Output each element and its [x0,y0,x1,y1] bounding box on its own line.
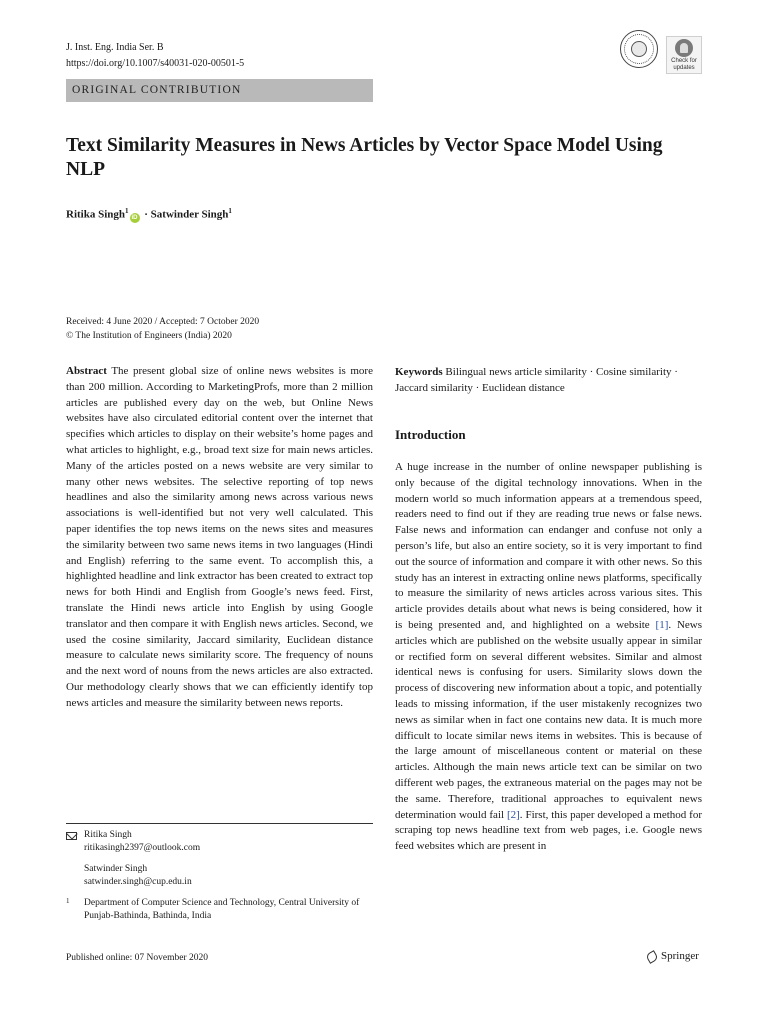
orcid-icon[interactable]: iD [131,214,138,221]
abstract-label: Abstract [66,365,107,377]
journal-info [66,40,244,72]
correspondence-block [66,823,373,922]
paper-title: Text Similarity Measures in News Articles by Vector Space Model Using NLP [66,135,663,180]
second-author-name: Satwinder Singh [84,864,148,874]
publisher-logo [646,950,699,962]
citation-link[interactable]: [2] [506,808,520,821]
intro-paragraph-part: . First, this paper developed a method for scraping top news headline text from web pages, i.e. Google news feed websites which are present in [395,808,703,853]
author-name: Satwinder Singh [150,208,229,221]
received-accepted-dates: Received: 4 June 2020 / Accepted: 7 October 2020 [66,317,260,327]
institution-seal-icon [620,30,658,68]
bookmark-icon [675,39,693,57]
check-updates-label: Check for updates [671,58,697,71]
journal-name: J. Inst. Eng. India Ser. B [66,42,164,53]
copyright-notice: © The Institution of Engineers (India) 2020 [66,331,232,341]
abstract-text: The present global size of online news websites is more than 200 million. According to MarketingProfs, more than 2 million articles are published every day on the web, but Online News websites have also circulated editorial content over the internet that specifies which articles to display on their website’s home pages and what articles to highlight, e.g., broad text size for main news articles. Many of the articles posted on a news website are very similar to many other news websites. The selective reporting of top news headlines and also the similarity among news across various news associations is well-identified but not very well calculated. This paper identifies the top news items on the news sites and measures the similarity between two same news items in two languages (Hindi and English) referring to the same event. To accomplish this, a highlighted headline and link extractor has been created to extract top news for both Hindi and English from Google’s news feed. First, translate the Hindi news article into English by using Google translator and then compare it with English news articles. Second, we used the cosine similarity, Jaccard similarity, Euclidean distance measure to calculate news similarity score. The frequency of nouns and the next word of nouns from the news articles are also extracted. Our methodology clearly shows that we can efficiently identify top news articles and measure the similarity between news reports. [66,365,373,709]
article-type-banner: ORIGINAL CONTRIBUTION [66,79,373,102]
publisher-name: Springer [661,950,699,962]
keywords [395,364,713,396]
envelope-icon [66,832,77,840]
doi-link[interactable]: https://doi.org/10.1007/s40031-020-00501-5 [66,58,245,69]
author-name: Ritika Singh [66,208,125,221]
abstract [66,364,373,712]
article-dates [66,315,259,343]
corresponding-author-email[interactable]: ritikasingh2397@outlook.com [84,842,201,853]
affiliation-mark: 1 [66,897,70,905]
introduction-text [395,460,702,855]
keywords-text: Bilingual news article similarity · Cosine similarity · Jaccard similarity · Euclidean distance [395,366,678,394]
affiliation-text: Department of Computer Science and Technology, Central University of Punjab-Bathinda, Bathinda, India [84,898,360,921]
intro-paragraph-part: . News articles which are published on the website usually appear in similar or rectified form on several different websites. Similar and almost identical news is confusing for users. Similarity slows down the process of discovering new information about a topic, and potentially leads to missing information, if the user mistakenly recognizes two news as similar when in fact one contains new data. It is much more difficult to locate similar news items in websites. This is because of the large amount of miscellaneous content or material on these articles. Although the main news article text can be similar on two different web pages, the extraneous material on the pages may not be the same. Therefore, traditional approaches to equivalent news determination would fail [395,618,702,821]
introduction-heading: Introduction [395,427,466,442]
corresponding-author [66,829,373,888]
author-affiliation-mark: 1 [228,207,232,215]
affiliation [66,897,373,922]
intro-paragraph-part: A huge increase in the number of online newspaper publishing is only because of the digital technology innovations. When in the modern world so much information appears at a tremendous speed, readers need to find out if they are reading true news or false news. False news and information can endanger and confuse not only a person’s life, but also an entire society, so it is very important to find out the source of information and compare it with other news. So this study has an interest in extracting online news platforms, specifically to measure the similarity of news articles across various sites. This article provides details about what news is being considered, how it is being presented and, and highlighted on a website [395,461,702,631]
check-for-updates-button[interactable] [666,36,702,74]
citation-link[interactable]: [1] [655,618,669,631]
author-list [66,203,232,223]
corresponding-author-name: Ritika Singh [84,830,132,840]
author-separator: · [144,208,148,221]
second-author-email[interactable]: satwinder.singh@cup.edu.in [84,876,192,887]
keywords-label: Keywords [395,366,443,378]
springer-horse-icon [646,950,658,962]
author-affiliation-mark: 1 [125,207,129,215]
published-date: Published online: 07 November 2020 [66,953,208,963]
